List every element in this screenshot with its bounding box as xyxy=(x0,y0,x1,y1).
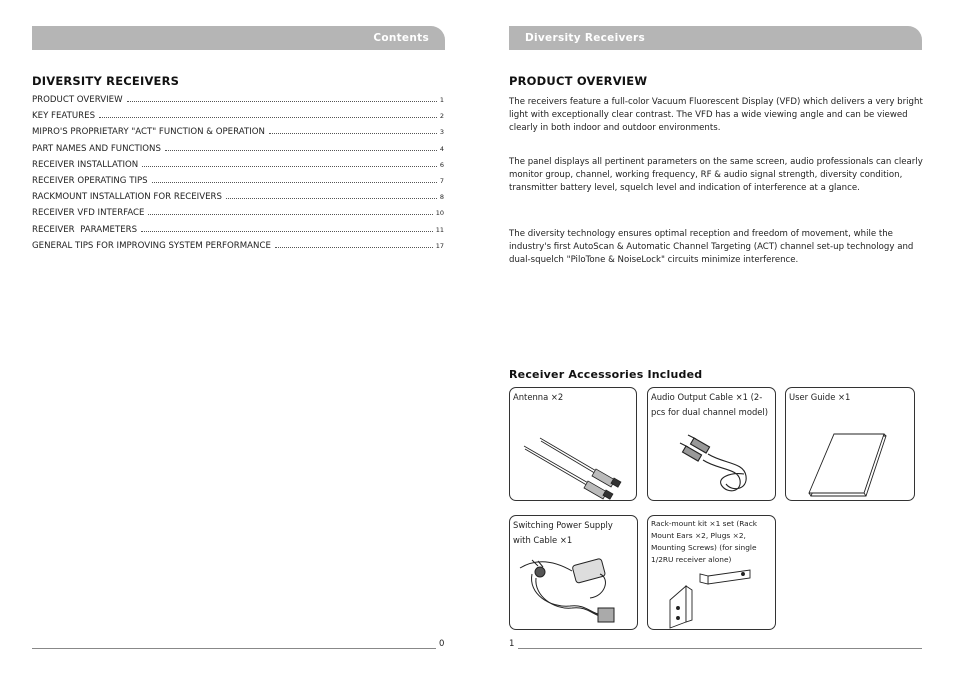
toc-leader xyxy=(148,214,432,215)
antenna-icon xyxy=(510,388,637,501)
accessories-heading: Receiver Accessories Included xyxy=(509,368,703,381)
toc-entry-label: RECEIVER OPERATING TIPS xyxy=(32,175,148,186)
accessory-audio-cable xyxy=(647,387,776,501)
footer-rule-left xyxy=(32,648,436,649)
overview-paragraph-1: The receivers feature a full-color Vacuum Fluorescent Display (VFD) which delivers a very bright light with exceptionally clear contrast. The VFD has a wide viewing angle and can be viewed clearly in both indoor and outdoor environments. xyxy=(509,97,923,134)
power-supply-icon xyxy=(510,516,638,630)
accessory-antenna xyxy=(509,387,637,501)
toc-entry-label: PART NAMES AND FUNCTIONS xyxy=(32,143,161,154)
toc-leader xyxy=(165,150,437,151)
table-of-contents xyxy=(32,95,444,257)
toc-leader xyxy=(99,117,437,118)
toc-entry-label: RECEIVER PARAMETERS xyxy=(32,224,138,235)
toc-entry[interactable] xyxy=(32,127,444,143)
toc-entry-label: KEY FEATURES xyxy=(32,111,96,122)
accessory-label: Audio Output Cable ×1 (2-pcs for dual channel model) xyxy=(651,392,769,417)
rack-mount-kit-icon xyxy=(648,516,776,630)
toc-entry-page: 7 xyxy=(439,176,444,185)
toc-entry-page: 10 xyxy=(435,209,444,218)
toc-entry[interactable] xyxy=(32,144,444,160)
accessory-label: User Guide ×1 xyxy=(789,392,851,402)
toc-entry-page: 3 xyxy=(439,128,444,137)
toc-entry[interactable] xyxy=(32,95,444,111)
accessory-user-guide xyxy=(785,387,915,501)
toc-entry-page: 2 xyxy=(439,112,444,121)
toc-entry[interactable] xyxy=(32,241,444,257)
toc-leader xyxy=(127,101,437,102)
toc-entry[interactable] xyxy=(32,225,444,241)
toc-leader xyxy=(141,231,433,232)
toc-entry[interactable] xyxy=(32,176,444,192)
contents-tab: Contents xyxy=(32,26,445,50)
toc-leader xyxy=(269,133,437,134)
toc-entry[interactable] xyxy=(32,208,444,224)
toc-entry-page: 11 xyxy=(435,225,444,234)
overview-paragraph-3: The diversity technology ensures optimal reception and freedom of movement, while the industry's first AutoScan & Automatic Channel Targeting (ACT) channel set-up technology and dual-squelch "PiloTone & NoiseLock" circuits minimize interference. xyxy=(509,229,914,266)
overview-paragraph-2: The panel displays all pertinent parameters on the same screen, audio professionals can clearly monitor group, channel, working frequency, RF & audio signal strength, diversity condition, transmitter battery level, squelch level and indication of interference at a glance. xyxy=(509,157,923,194)
toc-leader xyxy=(142,166,437,167)
user-guide-icon xyxy=(786,388,915,501)
section-heading-diversity-receivers: DIVERSITY RECEIVERS xyxy=(32,74,180,88)
accessory-label: Rack-mount kit ×1 set (Rack Mount Ears ×2, Plugs ×2, Mounting Screws) (for single 1/2RU receiver alone) xyxy=(651,519,758,564)
toc-entry-page: 17 xyxy=(435,241,444,250)
toc-entry-page: 8 xyxy=(439,193,444,202)
toc-entry-label: RACKMOUNT INSTALLATION FOR RECEIVERS xyxy=(32,192,222,203)
toc-entry[interactable] xyxy=(32,192,444,208)
toc-entry-label: GENERAL TIPS FOR IMPROVING SYSTEM PERFORMANCE xyxy=(32,240,271,251)
toc-entry-label: RECEIVER VFD INTERFACE xyxy=(32,208,145,219)
toc-leader xyxy=(275,247,433,248)
audio-cable-icon xyxy=(648,388,776,501)
toc-entry-label: MIPRO'S PROPRIETARY "ACT" FUNCTION & OPERATION xyxy=(32,127,265,138)
page-number-left: 0 xyxy=(439,639,445,649)
page-number-right: 1 xyxy=(509,639,515,649)
toc-leader xyxy=(226,198,437,199)
toc-entry-page: 4 xyxy=(439,144,444,153)
footer-rule-right xyxy=(518,648,922,649)
toc-entry-page: 6 xyxy=(439,160,444,169)
accessory-label: Switching Power Supply with Cable ×1 xyxy=(513,520,613,545)
accessory-rack-mount-kit xyxy=(647,515,776,630)
section-heading-product-overview: PRODUCT OVERVIEW xyxy=(509,74,648,88)
toc-entry[interactable] xyxy=(32,111,444,127)
accessory-label: Antenna ×2 xyxy=(513,392,564,402)
toc-leader xyxy=(152,182,437,183)
toc-entry-page: 1 xyxy=(439,96,444,104)
toc-entry[interactable] xyxy=(32,160,444,176)
accessory-power-supply xyxy=(509,515,638,630)
diversity-receivers-tab: Diversity Receivers xyxy=(509,26,922,50)
toc-entry-label: RECEIVER INSTALLATION xyxy=(32,159,139,170)
toc-entry-label: PRODUCT OVERVIEW xyxy=(32,95,123,105)
